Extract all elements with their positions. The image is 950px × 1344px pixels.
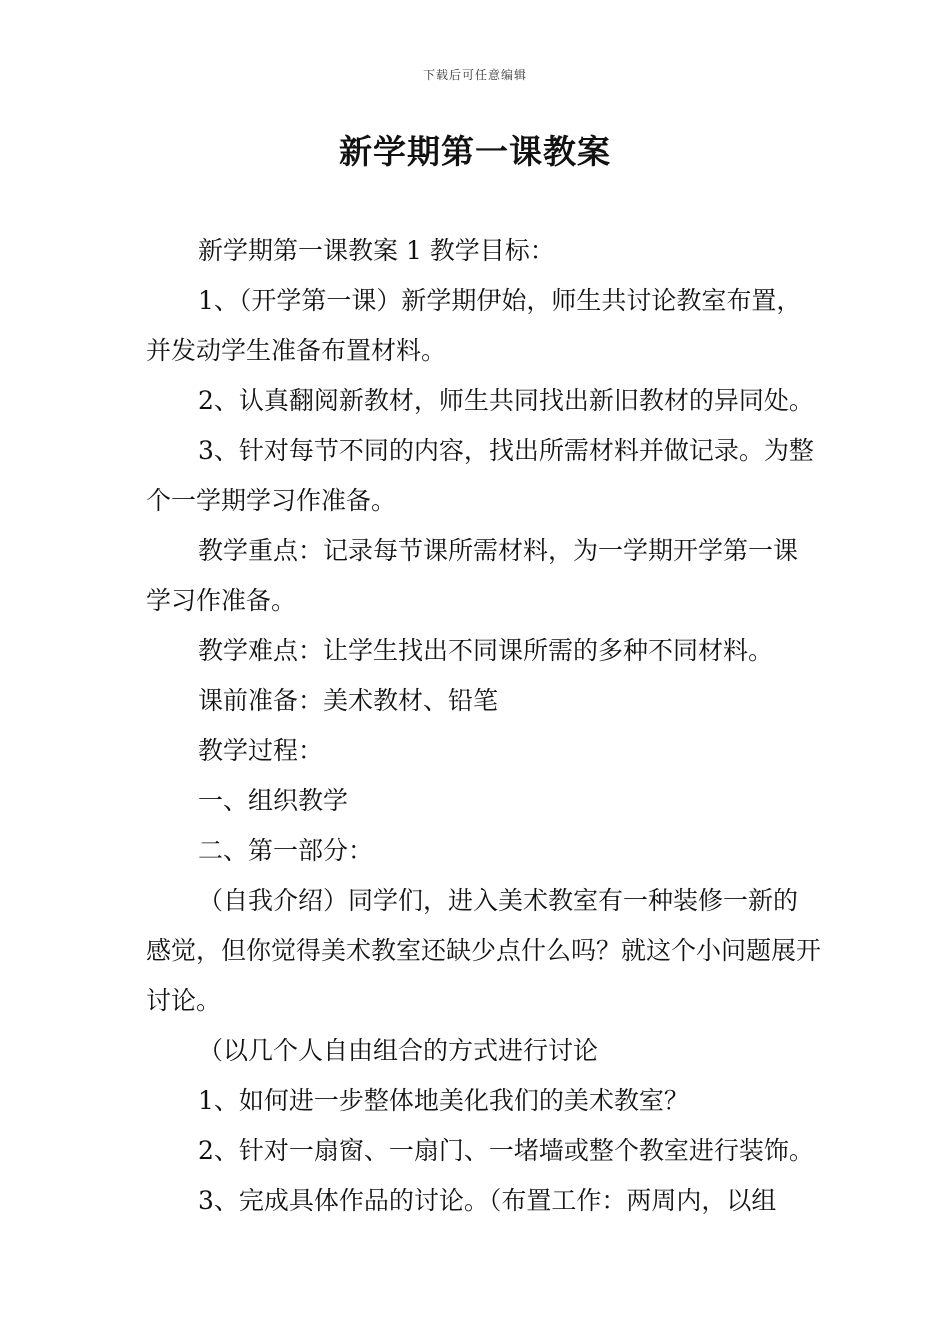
paragraph-goal-2: 2、认真翻阅新教材，师生共同找出新旧教材的异同处。 xyxy=(198,386,814,415)
paragraph-process-heading: 教学过程： xyxy=(198,736,324,765)
paragraph-question-2: 2、针对一扇窗、一扇门、一堵墙或整个教室进行装饰。 xyxy=(198,1136,814,1165)
document-title: 新学期第一课教案 xyxy=(339,132,611,171)
paragraph-key-points: 教学重点：记录每节课所需材料，为一学期开学第一课学习作准备。 xyxy=(146,536,799,615)
paragraph-question-3: 3、完成具体作品的讨论。（布置工作：两周内，以组 xyxy=(198,1186,777,1215)
paragraph-question-1: 1、如何进一步整体地美化我们的美术教室？ xyxy=(198,1086,689,1115)
paragraph-difficulties: 教学难点：让学生找出不同课所需的多种不同材料。 xyxy=(198,636,774,665)
paragraph-goal-3: 3、针对每节不同的内容，找出所需材料并做记录。为整个一学期学习作准备。 xyxy=(146,436,814,515)
paragraph-goal-1: 1、（开学第一课）新学期伊始，师生共讨论教室布置，并发动学生准备布置材料。 xyxy=(146,286,802,365)
document-body xyxy=(146,226,822,1226)
paragraph-discussion-mode: （以几个人自由组合的方式进行讨论 xyxy=(198,1036,599,1065)
header-note: 下载后可任意编辑 xyxy=(422,68,527,82)
paragraph-step-2: 二、第一部分： xyxy=(198,836,374,865)
paragraph-preparation: 课前准备：美术教材、铅笔 xyxy=(198,686,499,715)
paragraph-step-1: 一、组织教学 xyxy=(198,786,349,815)
paragraph-introduction: （自我介绍）同学们，进入美术教室有一种装修一新的感觉，但你觉得美术教室还缺少点什么吗？就这个小问题展开讨论。 xyxy=(146,886,822,1015)
paragraph-intro: 新学期第一课教案 1 教学目标： xyxy=(198,236,555,265)
